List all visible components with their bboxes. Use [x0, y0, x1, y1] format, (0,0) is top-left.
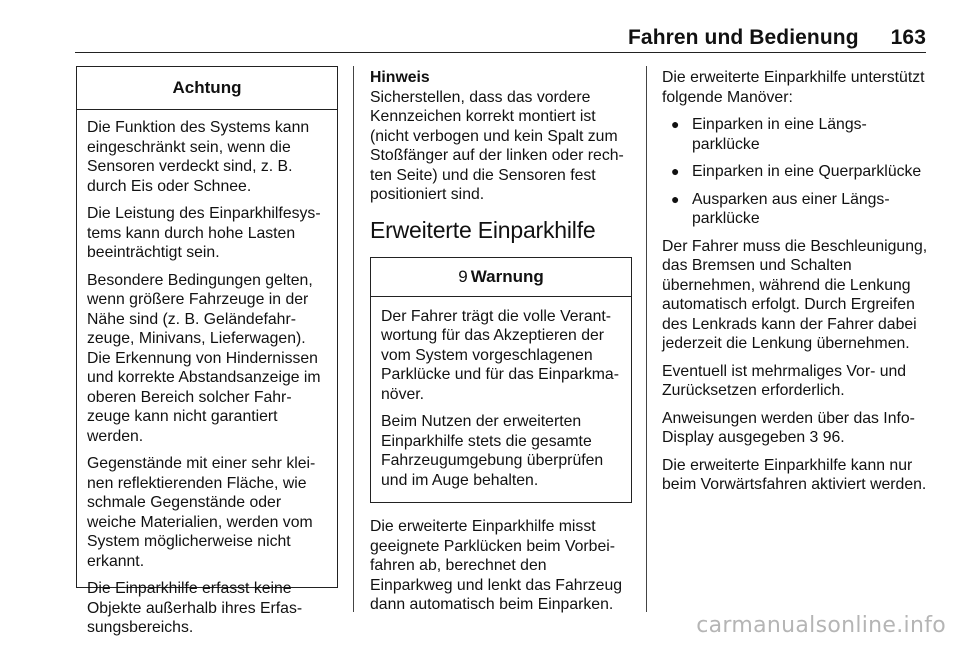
caution-paragraph: Besondere Bedingungen gelten, wenn größere Fahrzeuge in der Nähe sind (z. B. Geländefahrzeuge, Minivans, Lieferwagen). Die Erkennung von Hindernissen und korrekte Abstandsanzeige im oberen Bereich solcher Fahrzeuge kann nicht garantiert werden. [87, 271, 321, 445]
column-divider-left [353, 66, 354, 612]
list-item [662, 115, 928, 154]
note-text: Sicherstellen, dass das vordere Kennzeichen korrekt montiert ist (nicht verbogen und kein Spalt zum Stoßfänger auf der linken oder rechten Seite) und die Sensoren fest positioniert sind. [370, 88, 624, 203]
list-item [662, 162, 928, 182]
note-title: Hinweis [370, 69, 430, 86]
caution-paragraph: Die Einparkhilfe erfasst keine Objekte außerhalb ihres Erfassungsbereichs. [87, 580, 303, 636]
warning-title: Warnung [470, 266, 544, 286]
page-reference-icon: 3 [809, 429, 819, 446]
bullet-icon: ● [671, 163, 680, 179]
paragraph: Der Fahrer muss die Beschleunigung, das Bremsen und Schalten übernehmen, während die Lenkung automatisch erfolgt. Durch Ergreifen des Lenkrads kann der Fahrer dabei jederzeit die Lenkung übernehmen. [662, 237, 928, 352]
caution-paragraph: Die Funktion des Systems kann eingeschränkt sein, wenn die Sensoren verdeckt sind, z. B. durch Eis oder Schnee. [87, 119, 310, 195]
list-item-text: Einparken in eine Querparklücke [692, 163, 922, 180]
right-column [662, 68, 928, 503]
body-text: Die erweiterte Einparkhilfe misst geeignete Parklücken beim Vorbeifahren ab, berechnet den Einparkweg und lenkt das Fahrzeug dann automatisch beim Einparken. [370, 518, 623, 613]
page-header [628, 26, 926, 50]
header-rule [75, 52, 926, 53]
paragraph-text: Anweisungen werden über das Info-Display ausgegeben [662, 409, 915, 446]
warning-icon: 9 [458, 266, 468, 286]
paragraph: Eventuell ist mehrmaliges Vor- und Zurücksetzen erforderlich. [662, 362, 907, 399]
section-title: Erweiterte Einparkhilfe [370, 216, 596, 243]
warning-box-title [371, 258, 631, 297]
caution-paragraph: Gegenstände mit einer sehr kleinen reflektierenden Fläche, wie schmale Gegenstände oder weiche Materialien, werden vom System möglicherweise nicht erkannt. [87, 455, 316, 570]
bullet-icon: ● [671, 190, 680, 207]
column-divider-right [646, 66, 647, 612]
caution-box [76, 66, 338, 636]
warning-paragraph: Beim Nutzen der erweiterten Einparkhilfe stets die gesamte Fahrzeugumgebung überprüfen und im Auge behalten. [381, 413, 604, 489]
watermark: carmanualsonline.info [696, 613, 946, 638]
warning-box [370, 257, 632, 504]
page-number: 163 [890, 26, 926, 49]
page-reference[interactable]: 96. [822, 429, 845, 446]
paragraph-with-reference [662, 409, 928, 448]
bullet-icon: ● [671, 116, 680, 132]
caution-box-body [77, 110, 337, 650]
list-item-text: Einparken in eine Längsparklücke [692, 116, 867, 153]
header-title: Fahren und Bedienung [627, 26, 859, 49]
warning-paragraph: Der Fahrer trägt die volle Verantwortung für das Akzeptieren der vom System vorgeschlagenen Parklücke und für das Einparkmanöver. [381, 307, 619, 403]
caution-paragraph: Die Leistung des Einparkhilfesystems kann durch hohe Lasten beeinträchtigt sein. [87, 205, 321, 261]
warning-box-body [371, 297, 631, 503]
caution-box-title: Achtung [77, 67, 337, 110]
middle-column [370, 68, 632, 623]
list-item [662, 190, 928, 229]
list-item-text: Ausparken aus einer Längsparklücke [692, 190, 890, 227]
intro-text: Die erweiterte Einparkhilfe unterstützt folgende Manöver: [662, 69, 925, 106]
paragraph: Die erweiterte Einparkhilfe kann nur beim Vorwärtsfahren aktiviert werden. [662, 456, 927, 493]
maneuver-list [662, 115, 928, 229]
